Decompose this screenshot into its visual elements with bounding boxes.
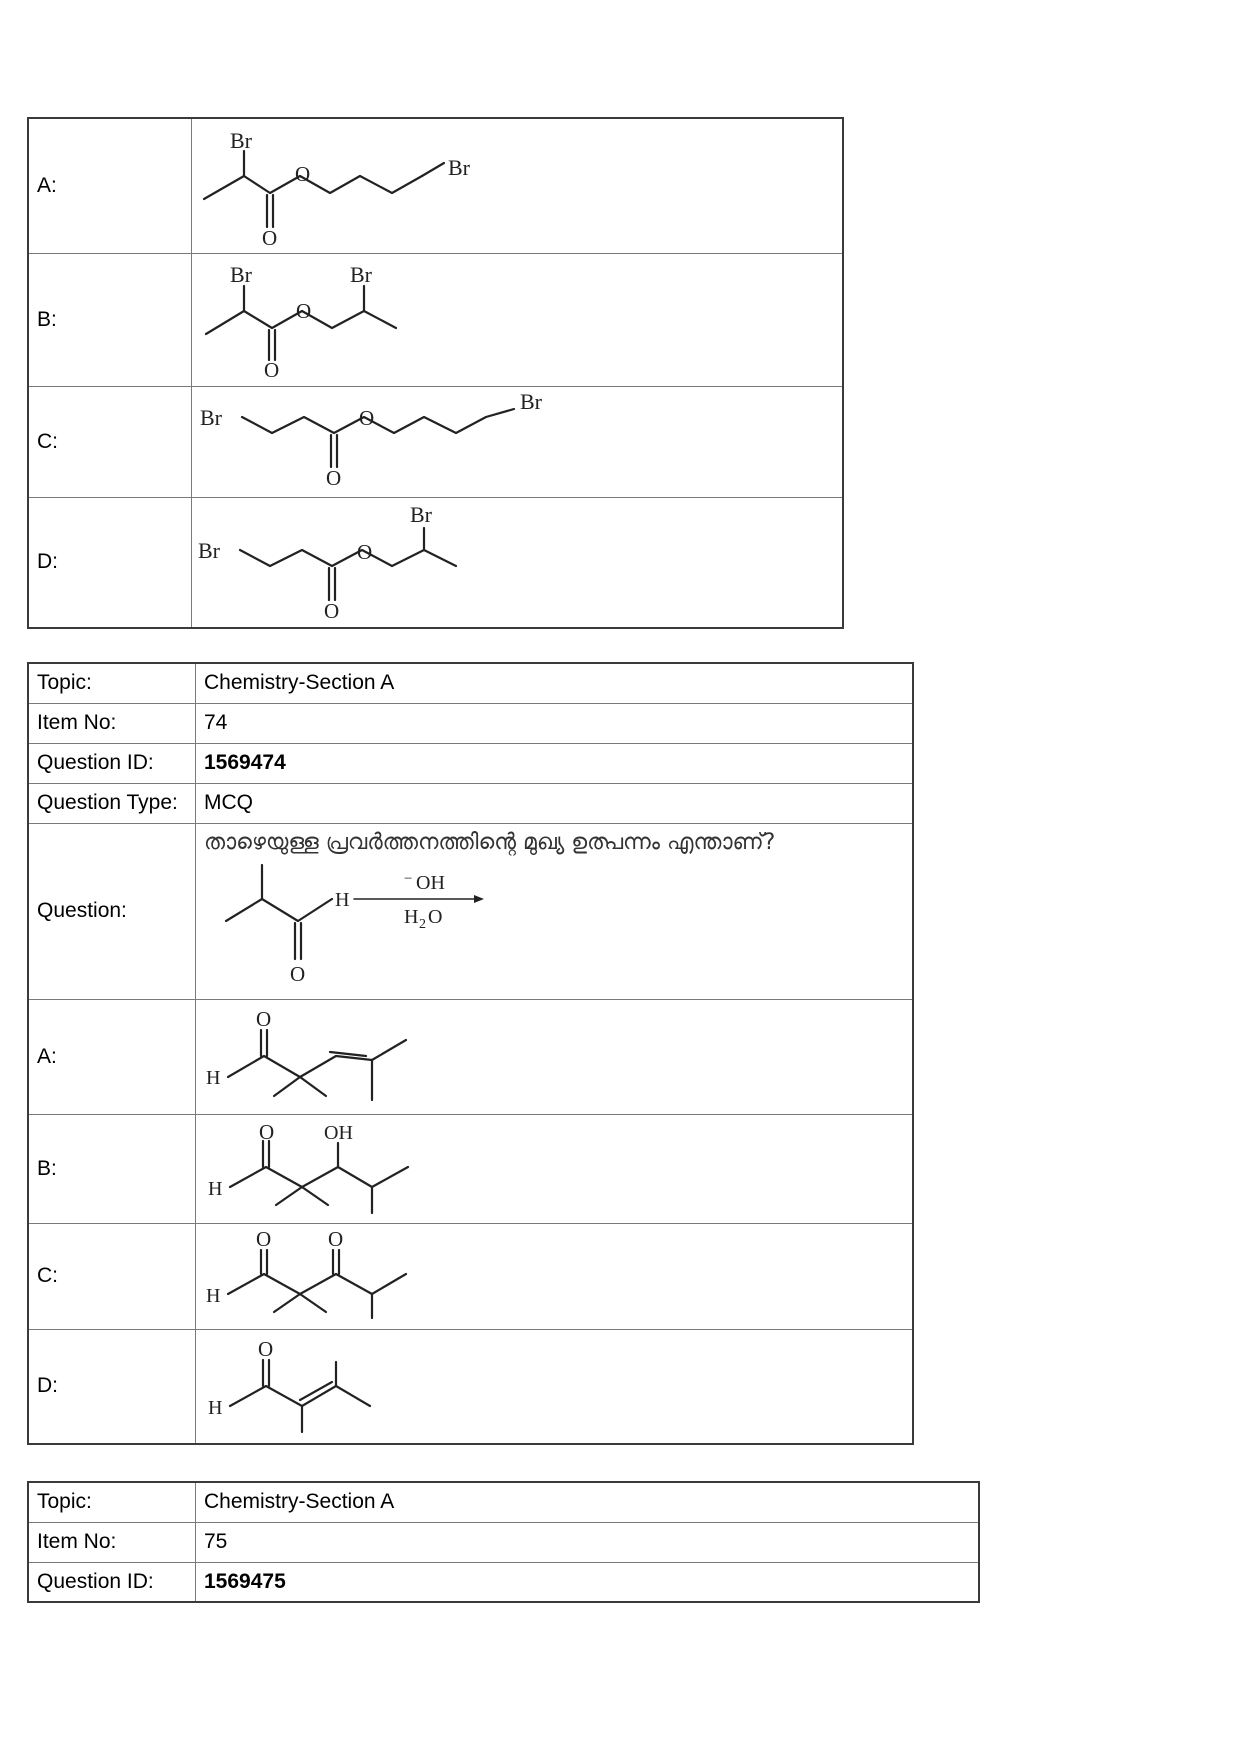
option-label: A:	[28, 118, 192, 253]
option-row-c	[28, 386, 843, 497]
meta-label: Item No:	[28, 703, 196, 743]
atom-o: O	[324, 598, 340, 623]
structure-diagram	[196, 1115, 896, 1222]
option-structure	[196, 1329, 914, 1444]
option-label: C:	[28, 386, 192, 497]
structure-diagram	[192, 119, 842, 252]
meta-label: Question Type:	[28, 783, 196, 823]
meta-value: 74	[196, 703, 914, 743]
option-label: D:	[28, 1329, 196, 1444]
atom-br: Br	[198, 537, 220, 563]
atom-o: O	[296, 299, 312, 323]
atom-h: H	[208, 1396, 223, 1419]
atom-o: O	[359, 406, 375, 430]
atom-h: H	[206, 1285, 221, 1307]
meta-row-topic	[28, 1482, 979, 1522]
question-74-table	[27, 662, 914, 1445]
structure-diagram	[196, 1000, 896, 1113]
atom-h: H	[206, 1067, 221, 1089]
option-structure	[196, 1223, 914, 1329]
atom-br: Br	[230, 262, 252, 287]
option-row-a	[28, 999, 913, 1114]
atom-o: O	[264, 358, 280, 382]
question-label: Question:	[28, 823, 196, 999]
option-row-d	[28, 497, 843, 628]
atom-o: O	[259, 1120, 275, 1144]
previous-question-options-table	[27, 117, 844, 629]
option-row-d	[28, 1329, 913, 1444]
atom-br: Br	[520, 389, 542, 414]
atom-o: O	[258, 1336, 274, 1361]
option-structure	[192, 386, 844, 497]
question-text: താഴെയുള്ള പ്രവർത്തനത്തിന്റെ മുഖ്യ ഉത്പന്നം എന്താണ്?	[204, 829, 776, 855]
option-structure	[192, 253, 844, 386]
atom-br: Br	[410, 501, 432, 527]
meta-value: 75	[196, 1522, 980, 1562]
option-structure	[192, 118, 844, 253]
atom-o: O	[262, 226, 278, 251]
meta-label: Question ID:	[28, 743, 196, 783]
option-label: B:	[28, 1114, 196, 1223]
structure-diagram	[192, 387, 842, 496]
option-row-b	[28, 253, 843, 386]
question-content	[196, 823, 914, 999]
option-row-c	[28, 1223, 913, 1329]
atom-oh: OH	[324, 1122, 353, 1144]
atom-o: O	[295, 162, 311, 187]
structure-diagram	[192, 254, 842, 385]
question-75-table	[27, 1481, 980, 1603]
option-row-b	[28, 1114, 913, 1223]
atom-br: Br	[448, 155, 470, 181]
atom-o: O	[290, 961, 306, 986]
meta-label: Question ID:	[28, 1562, 196, 1602]
atom-h: H	[335, 888, 350, 911]
reagent-water-subscript: 2	[419, 916, 426, 932]
option-structure	[192, 497, 844, 628]
atom-br: Br	[350, 262, 372, 287]
meta-value: 1569475	[196, 1562, 980, 1602]
atom-o: O	[357, 539, 373, 564]
structure-diagram	[196, 1224, 896, 1328]
structure-diagram	[192, 498, 842, 627]
reagent-water-o: O	[428, 905, 443, 928]
meta-label: Topic:	[28, 1482, 196, 1522]
option-structure	[196, 999, 914, 1114]
option-label: C:	[28, 1223, 196, 1329]
meta-label: Topic:	[28, 663, 196, 703]
atom-o: O	[326, 466, 342, 490]
atom-br: Br	[200, 405, 222, 430]
question-row	[28, 823, 913, 999]
atom-o: O	[256, 1007, 272, 1031]
structure-diagram	[196, 1330, 896, 1443]
meta-row-topic	[28, 663, 913, 703]
meta-row-item-no	[28, 1522, 979, 1562]
meta-value: Chemistry-Section A	[196, 663, 914, 703]
reagent-hydroxide: OH	[416, 871, 445, 894]
meta-row-question-type	[28, 783, 913, 823]
atom-o: O	[328, 1227, 344, 1251]
atom-o: O	[256, 1227, 272, 1251]
option-structure	[196, 1114, 914, 1223]
meta-row-question-id	[28, 743, 913, 783]
meta-row-question-id	[28, 1562, 979, 1602]
meta-value: 1569474	[196, 743, 914, 783]
option-label: D:	[28, 497, 192, 628]
reaction-diagram	[204, 855, 904, 989]
meta-value: Chemistry-Section A	[196, 1482, 980, 1522]
reagent-water-h: H	[404, 905, 419, 928]
option-label: B:	[28, 253, 192, 386]
atom-br: Br	[230, 128, 252, 154]
meta-label: Item No:	[28, 1522, 196, 1562]
option-row-a	[28, 118, 843, 253]
atom-h: H	[208, 1178, 223, 1200]
meta-row-item-no	[28, 703, 913, 743]
meta-value: MCQ	[196, 783, 914, 823]
option-label: A:	[28, 999, 196, 1114]
reagent-charge: −	[404, 870, 413, 887]
